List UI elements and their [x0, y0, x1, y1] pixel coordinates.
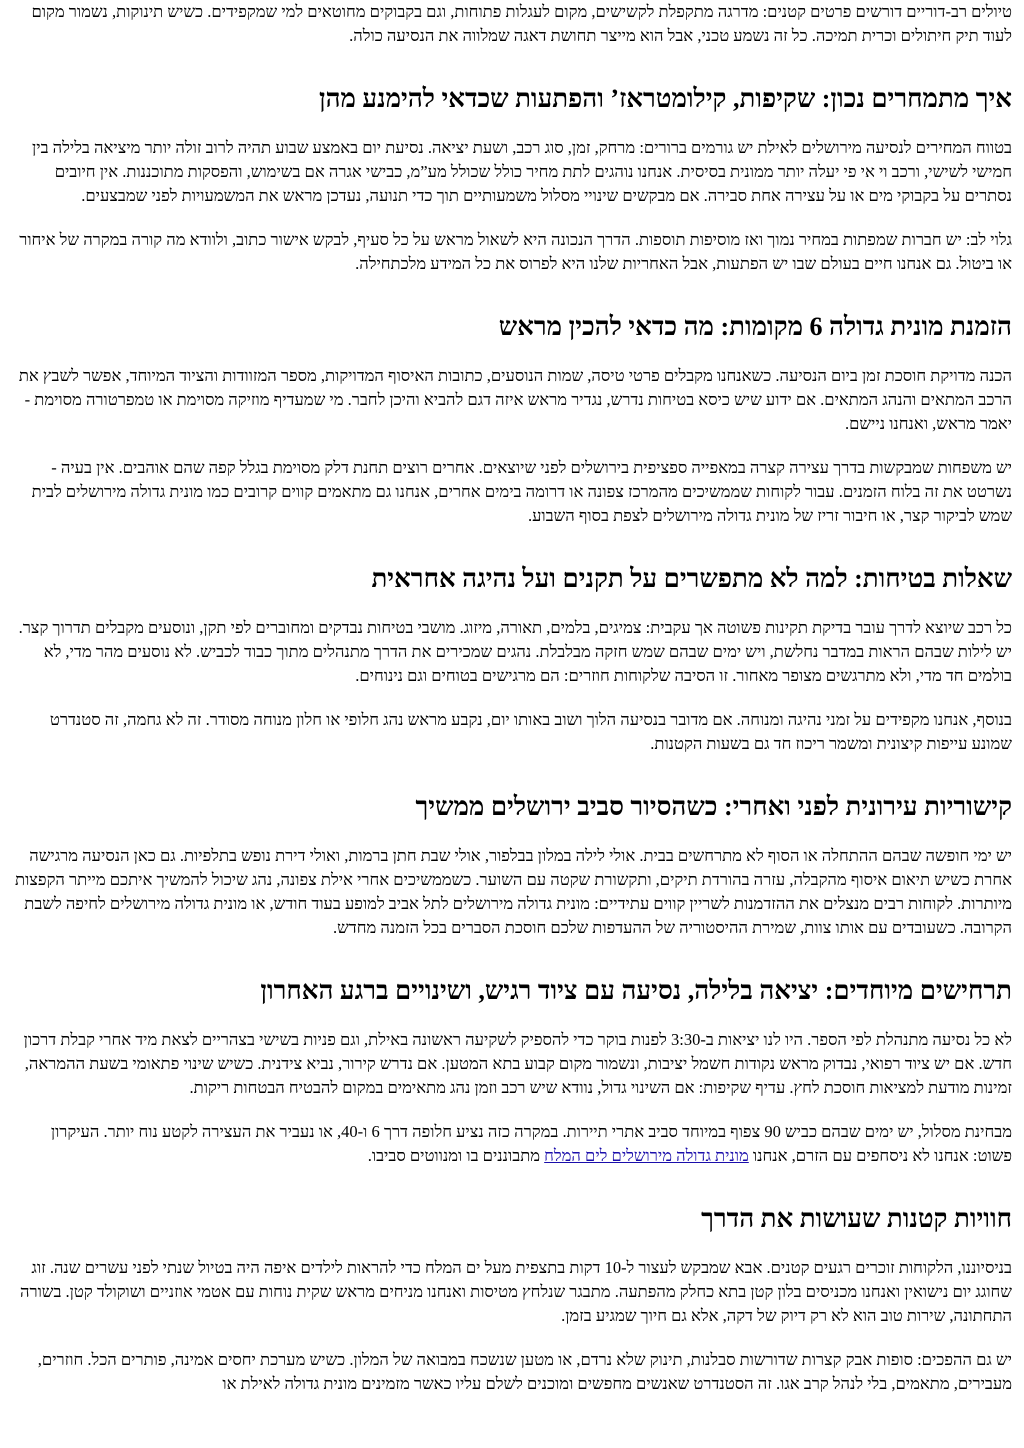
section-heading-small-experiences: חוויות קטנות שעושות את הדרך — [701, 1204, 1012, 1233]
paragraph: הכנה מדויקת חוסכת זמן ביום הנסיעה. כשאנחנו מקבלים פרטי טיסה, שמות הנוסעים, כתובות האיסוף המדויקות, מספר המזוודות והציוד המיוחד, אפשר לשבץ את הרכב המתאים והנהג המתאים. אם ידוע שיש כיסא בטיחות נדרש, נגדיר מראש איזה דגם להביא והיכן לחבר. מי שמעדיף מוזיקה מסוימת או טמפרטורה מסוימת - יאמר מראש, ואנחנו ניישם. — [18, 366, 1012, 433]
section-heading-booking: הזמנת מונית גדולה 6 מקומות: מה כדאי להכין מראש — [498, 312, 1012, 341]
paragraph: בטווח המחירים לנסיעה מירושלים לאילת יש גורמים ברורים: מרחק, זמן, סוג רכב, ושעת יציאה. נסיעת יום באמצע שבוע תהיה לרוב זולה יותר מיציאה בלילה בין חמישי לשישי, ורכב וי אי פי יעלה יותר ממונית בסיסית. אנחנו נוהגים לתת מחיר כולל שכולל מע”מ, כבישי אגרה אם בשימוש, והפסקות מתוכננות. אין חיובים נסתרים על בקבוקי מים או על עצירה אחת סבירה. אם מבקשים שינויי מסלול משמעותיים תוך כדי תנועה, נעדכן מראש את המשמעויות לפני שמבצעים. — [32, 138, 1012, 205]
section-heading-pricing: איך מתמחרים נכון: שקיפות, קילומטראז’ והפתעות שכדאי להימנע מהן — [318, 84, 1012, 113]
text: מבחינת מסלול, יש ימים שבהם כביש 90 צפוף במיוחד סביב אתרי תיירות. במקרה כזה נציע חלופה דרך 6 ו-40, או נעביר את העצירה לקטע נוח יותר. העיקרון פשוט: אנחנו לא ניסחפים עם הזרם, אנחנו — [50, 1122, 1012, 1165]
section-heading-safety: שאלות בטיחות: למה לא מתפשרים על תקנים ועל נהיגה אחראית — [371, 564, 1012, 593]
paragraph: יש ימי חופשה שבהם ההתחלה או הסוף לא מתרחשים בבית. אולי לילה במלון בבלפור, אולי שבת חתן ברמות, ואולי דירת נופש בתלפיות. גם כאן הנסיעה מרגישה אחרת כשיש תיאום איסוף מהקבלה, עזרה בהורדת תיקים, ותקשורת שקטה עם השוער. כשממשיכים אחרי אילת צפונה, נהג שיכול להמשיך איתכם מייתר הקפצות מיותרות. לקוחות רבים מנצלים את ההזדמנות לשריין קווים עתידיים: מונית גדולה מירושלים לתל אביב למופע בעוד חודש, או מונית גדולה מירושלים לחיפה לשבת הקרובה. כשעובדים עם אותו צוות, שמירת ההיסטוריה של ההעדפות שלכם חוסכת הסברים בכל הזמנה מחדש. — [15, 846, 1012, 937]
section-heading-special-scenarios: תרחישים מיוחדים: יציאה בלילה, נסיעה עם ציוד רגיש, ושינויים ברגע האחרון — [260, 976, 1012, 1005]
paragraph: יש גם ההפכים: סופות אבק קצרות שדורשות סבלנות, תינוק שלא נרדם, או מטען שנשכח במבואה של המלון. כשיש מערכת יחסים אמינה, פותרים הכל. חוזרים, מעבירים, מתאמים, בלי לנהל קרב אגו. זה הסטנדרט שאנשים מחפשים ומוכנים לשלם עליו כאשר מזמינים מונית גדולה לאילת או — [37, 1350, 1012, 1393]
paragraph: גלוי לב: יש חברות שמפתות במחיר נמוך ואז מוסיפות תוספות. הדרך הנכונה היא לשאול מראש על כל סעיף, לבקש אישור כתוב, ולוודא מה קורה במקרה של איחור או ביטול. גם אנחנו חיים בעולם שבו יש הפתעות, אבל האחריות שלנו היא לפרוס את כל המידע מלכתחילה. — [19, 230, 1012, 273]
paragraph: בנוסף, אנחנו מקפידים על זמני נהיגה ומנוחה. אם מדובר בנסיעה הלוך ושוב באותו יום, נקבע מראש נהג חלופי או חלון מנוחה מסודר. זה לא גחמה, זה סטנדרט שמונע עייפות קיצונית ומשמר ריכוז חד גם בשעות הקטנות. — [49, 710, 1012, 753]
section-heading-connectivity: קישוריות עירונית לפני ואחרי: כשהסיור סביב ירושלים ממשיך — [415, 792, 1012, 821]
paragraph: יש משפחות שמבקשות בדרך עצירה קצרה במאפייה ספציפית בירושלים לפני שיוצאים. אחרים רוצים תחנת דלק מסוימת בגלל קפה שהם אוהבים. אין בעיה - נשרטט את זה בלוח הזמנים. עבור לקוחות שממשיכים מהמרכז צפונה או דרומה בימים אחרים, אנחנו גם מתאמים קווים קרובים כמו מונית גדולה מירושלים לבית שמש לביקור קצר, או חיבור זריז של מונית גדולה מירושלים לצפת בסוף השבוע. — [31, 458, 1012, 525]
intro-paragraph: טיולים רב-דוריים דורשים פרטים קטנים: מדרגה מתקפלת לקשישים, מקום לעגלות פתוחות, וגם בקבוקים מחוטאים למי שמקפידים. כשיש תינוקות, נשמור מקום לעוד תיק חיתולים וכרית תמיכה. כל זה נשמע טכני, אבל הוא מייצר תחושת דאגה שמלווה את הנסיעה כולה. — [31, 2, 1012, 45]
paragraph: כל רכב שיוצא לדרך עובר בדיקת תקינות פשוטה אך עקבית: צמיגים, בלמים, תאורה, מיזוג. מושבי בטיחות נבדקים ומחוברים לפי תקן, ונוסעים מקבלים תדרוך קצר. יש לילות שבהם הראות במדבר נחלשת, ויש ימים שבהם שמש חזקה מבלבלת. נהגים שמכירים את הדרך מתנהלים מתוך כבוד לכביש. לא נוסעים מהר מדי, לא בולמים חד מדי, ולא מתרגשים מצופר מאחור. זו הסיבה שלקוחות חוזרים: הם מרגישים בטוחים וגם נינוחים. — [18, 618, 1012, 685]
dead-sea-taxi-link[interactable]: מונית גדולה מירושלים לים המלח — [544, 1146, 749, 1165]
paragraph: בניסיוננו, הלקוחות זוכרים רגעים קטנים. אבא שמבקש לעצור ל-10 דקות בתצפית מעל ים המלח כדי להראות לילדים איפה היה בטיול שנתי לפני עשרים שנה. זוג שחוגג יום נישואין ואנחנו מכניסים בלון קטן בתא כחלק מהפתעה. מתבגר שנלחץ מטיסות ואנחנו מניחים מראש שקית נוחות עם אטמי אוזניים ושוקולד קטן. בשורה התחתונה, שירות טוב הוא לא רק דיוק של דקה, אלא גם חיוך שמגיע בזמן. — [19, 1258, 1012, 1325]
paragraph: לא כל נסיעה מתנהלת לפי הספר. היו לנו יציאות ב-3:30 לפנות בוקר כדי להספיק לשקיעה ראשונה באילת, וגם פניות בשישי בצהריים לצאת מיד אחרי קבלת דרכון חדש. אם יש ציוד רפואי, נבדוק מראש נקודות חשמל יציבות, ונשמור מקום קבוע בתא המטען. אם נדרש קירור, נביא צידנית. כשיש שינוי פתאומי בשעת ההמראה, זמינות מודעת למציאות חוסכת לחץ. עדיף שקיפות: אם השינוי גדול, נוודא שיש רכב וזמן נהג מתאימים במקום להבטיח הבטחות ריקות. — [23, 1030, 1012, 1097]
paragraph-with-link — [12, 1120, 1012, 1168]
text: מתבוננים בו ומנווטים סביבו. — [367, 1146, 545, 1165]
